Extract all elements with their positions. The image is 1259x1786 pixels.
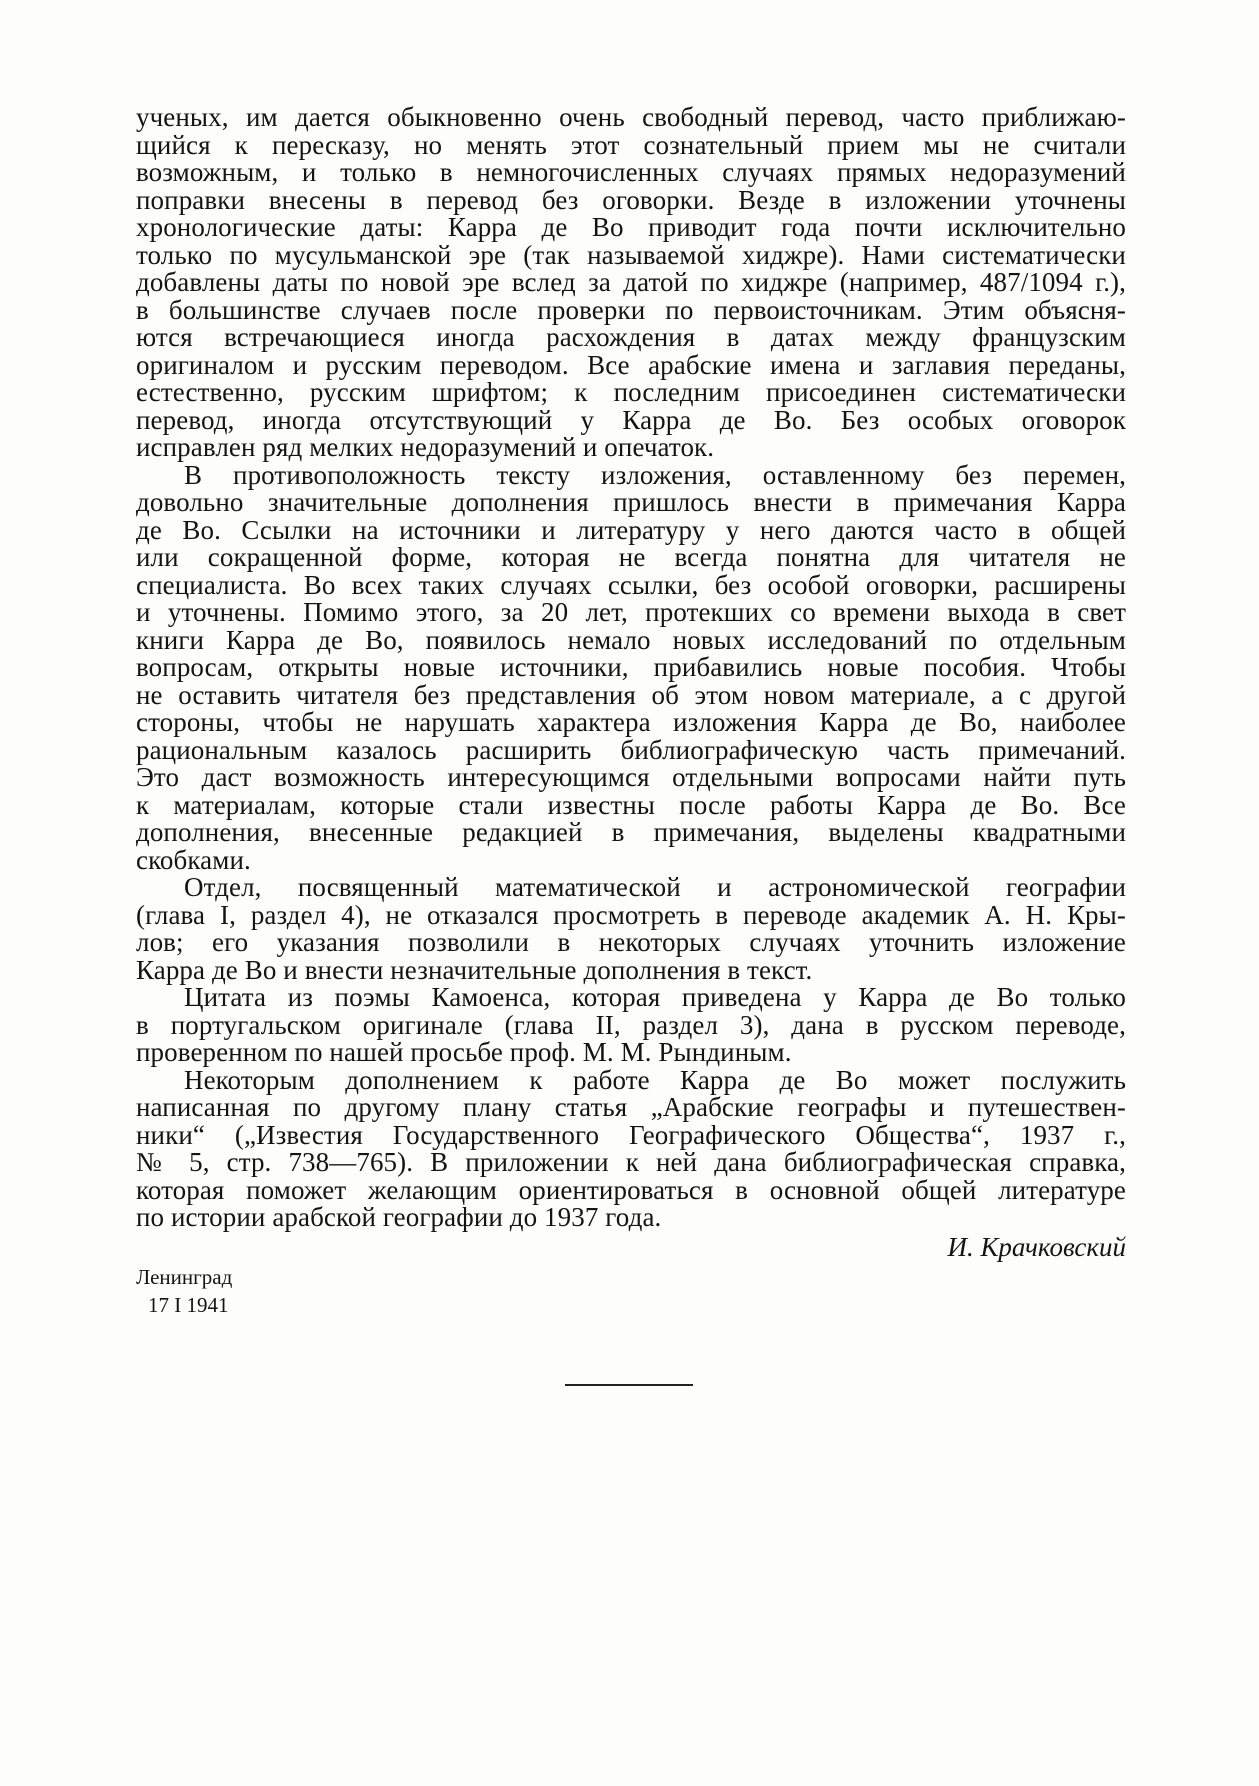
text-line: исправлен ряд мелких недоразумений и опечаток.	[136, 432, 715, 462]
text-line: хронологические даты: Карра де Во приводит года почти исключительно	[136, 212, 1126, 242]
text-line: ученых, им дается обыкновенно очень свободный перевод, часто приближаю-	[136, 102, 1126, 132]
text-line: вопросам, открыты новые источники, прибавились новые пособия. Чтобы	[136, 652, 1126, 682]
text-line: только по мусульманской эре (так называемой хиджре). Нами систематически	[136, 239, 1126, 270]
text-line: добавлены даты по новой эре вслед за датой по хиджре (например, 487/1094 г.),	[136, 267, 1126, 297]
text-line: Цитата из поэмы Камоенса, которая приведена у Карра де Во только	[184, 982, 1126, 1012]
text-line: специалиста. Во всех таких случаях ссылки, без особой оговорки, расширены	[136, 569, 1126, 600]
text-line: которая поможет желающим ориентироваться в основной общей литературе	[136, 1174, 1126, 1205]
text-line: возможным, и только в немногочисленных случаях прямых недоразумений	[136, 157, 1126, 187]
text-line: в португальском оригинале (глава II, раздел 3), дана в русском переводе,	[136, 1009, 1126, 1040]
text-line: написанная по другому плану статья „Арабские географы и путешествен-	[136, 1092, 1126, 1122]
place-line: Ленинград	[136, 1265, 233, 1289]
text-line: к материалам, которые стали известны после работы Карра де Во. Все	[136, 789, 1126, 820]
text-line: стороны, чтобы не нарушать характера изложения Карра де Во, наиболее	[136, 707, 1126, 737]
text-line: скобками.	[136, 844, 251, 875]
text-line: довольно значительные дополнения пришлось внести в примечания Карра	[136, 487, 1126, 517]
body-text	[136, 104, 1126, 1232]
text-line: ники“ („Известия Государственного Географического Общества“, 1937 г.,	[136, 1119, 1126, 1150]
text-line: книги Карра де Во, появилось немало новых исследований по отдельным	[136, 624, 1126, 655]
text-line: естественно, русским шрифтом; к последним присоединен систематически	[136, 377, 1126, 407]
text-line: дополнения, внесенные редакцией в примечания, выделены квадратными	[136, 817, 1126, 847]
text-line: или сокращенной форме, которая не всегда понятна для читателя не	[136, 542, 1126, 572]
text-line: перевод, иногда отсутствующий у Карра де Во. Без особых оговорок	[136, 404, 1126, 435]
text-line: по истории арабской географии до 1937 года.	[136, 1202, 662, 1232]
text-line: ются встречающиеся иногда расхождения в датах между французским	[136, 322, 1126, 352]
text-line: рациональным казалось расширить библиографическую часть примечаний.	[136, 734, 1126, 765]
author-signature: И. Крачковский	[947, 1232, 1126, 1262]
text-line: Некоторым дополнением к работе Карра де Во может послужить	[184, 1064, 1126, 1095]
text-line: (глава I, раздел 4), не отказался просмотреть в переводе академик А. Н. Кры-	[136, 899, 1126, 930]
section-divider	[565, 1384, 693, 1386]
text-line: оригиналом и русским переводом. Все арабские имена и заглавия переданы,	[136, 349, 1126, 380]
text-line: поправки внесены в перевод без оговорки. Везде в изложении уточнены	[136, 184, 1126, 215]
text-line: Карра де Во и внести незначительные дополнения в текст.	[136, 954, 813, 985]
text-line: лов; его указания позволили в некоторых случаях уточнить изложение	[136, 927, 1126, 957]
text-line: проверенном по нашей просьбе проф. М. М. Рындиным.	[136, 1037, 792, 1067]
text-line: в большинстве случаев после проверки по первоисточникам. Этим объясня-	[136, 294, 1126, 325]
text-line: № 5, стр. 738—765). В приложении к ней дана библиографическая справка,	[136, 1147, 1126, 1177]
text-line: де Во. Ссылки на источники и литературу у него даются часто в общей	[136, 514, 1126, 545]
text-line: Это даст возможность интересующимся отдельными вопросами найти путь	[136, 762, 1126, 792]
date-line: 17 I 1941	[148, 1293, 229, 1317]
text-line: не оставить читателя без представления об этом новом материале, а с другой	[136, 679, 1126, 710]
text-line: В противоположность тексту изложения, оставленному без перемен,	[184, 459, 1126, 490]
text-line: и уточнены. Помимо этого, за 20 лет, протекших со времени выхода в свет	[136, 597, 1126, 627]
text-line: щийся к пересказу, но менять этот сознательный прием мы не считали	[136, 129, 1126, 160]
text-line: Отдел, посвященный математической и астрономической географии	[184, 872, 1126, 902]
